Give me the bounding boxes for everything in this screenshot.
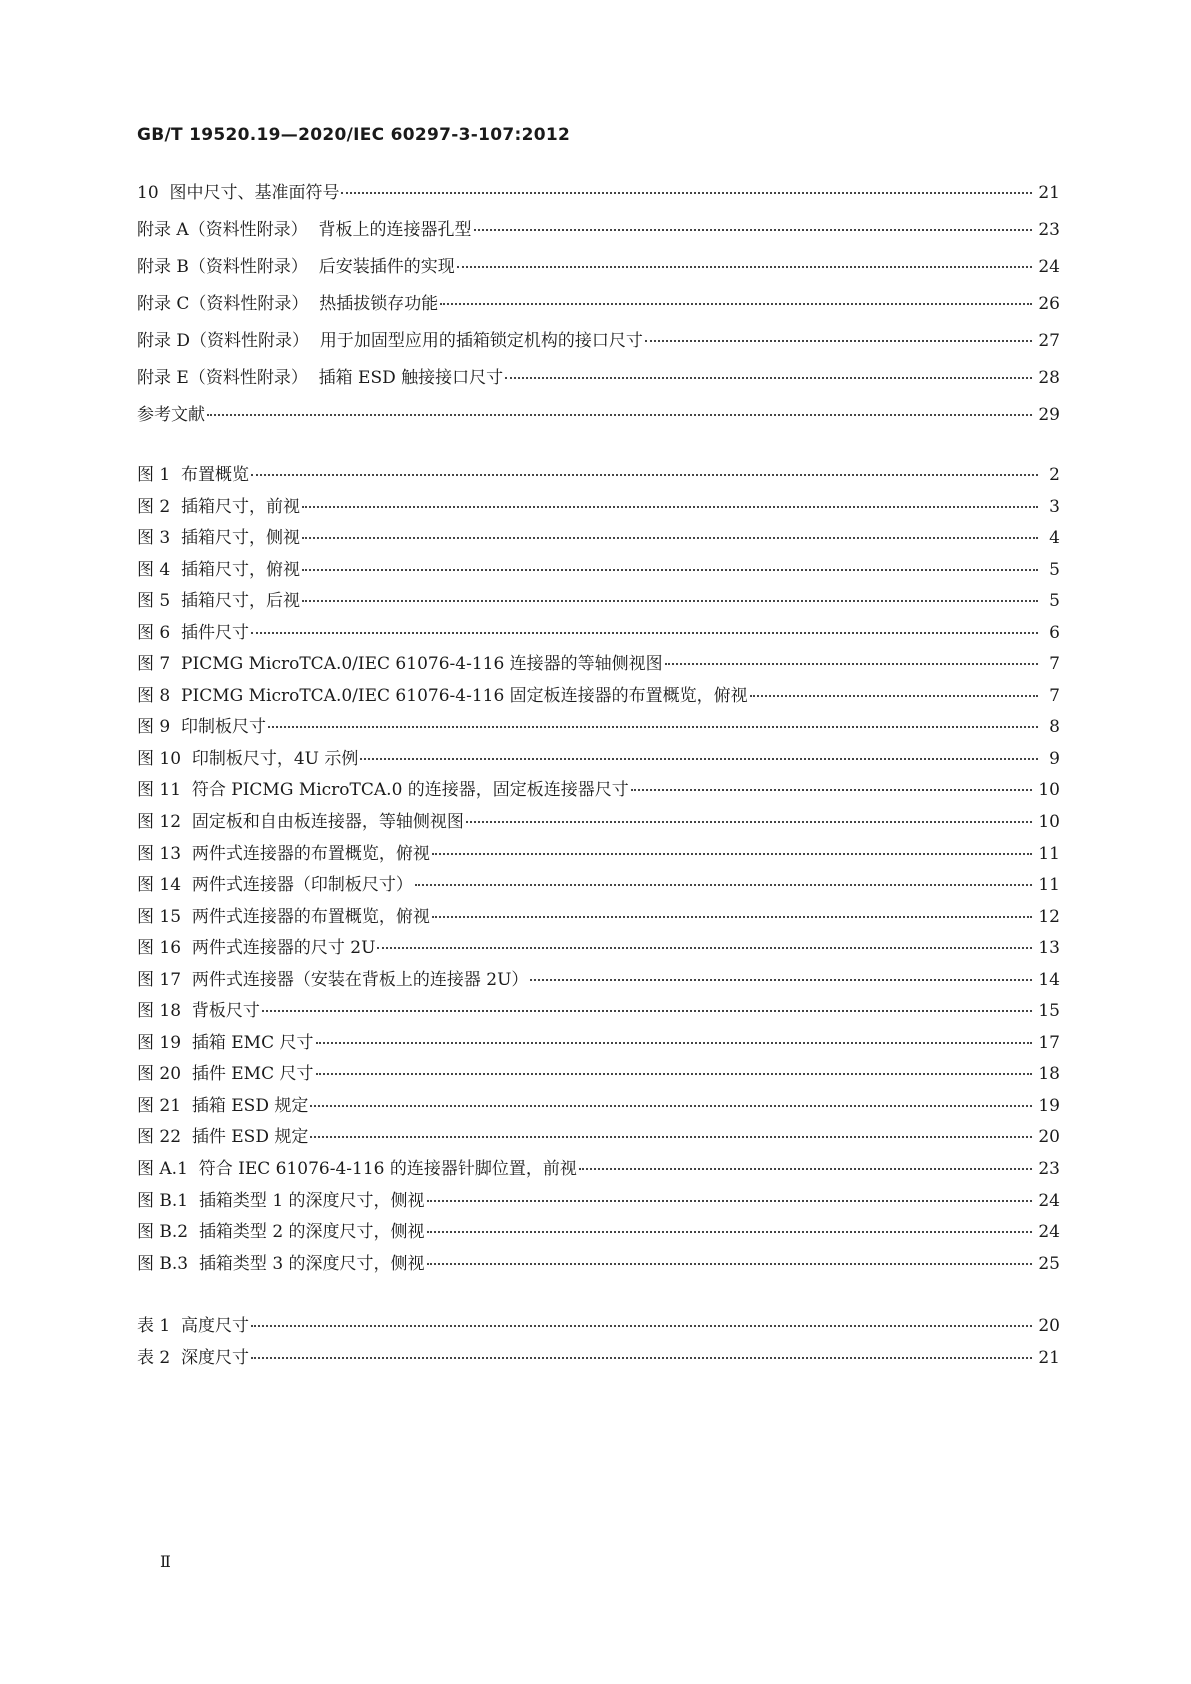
toc-entry-number: 10 — [137, 183, 159, 203]
toc-entry-number: 图 18 — [137, 1001, 182, 1022]
toc-entry-gap — [170, 623, 181, 643]
dot-leader — [251, 1325, 1032, 1327]
dot-leader — [316, 1073, 1033, 1075]
toc-entry[interactable] — [137, 1033, 1060, 1065]
dot-leader — [530, 979, 1032, 981]
dot-leader — [427, 1231, 1033, 1233]
dot-leader — [432, 916, 1033, 918]
dot-leader — [341, 192, 1032, 194]
toc-entry-page: 23 — [1038, 220, 1060, 240]
toc-entry-gap — [170, 654, 181, 674]
toc-entry-page: 5 — [1049, 591, 1060, 612]
dot-leader — [310, 1105, 1032, 1107]
toc-entry-title: 符合 IEC 61076-4-116 的连接器针脚位置，前视 — [198, 1159, 577, 1180]
toc-entry-number: 图 4 — [137, 559, 171, 580]
toc-entry-page: 9 — [1049, 748, 1060, 769]
toc-entry-number: 图 8 — [137, 685, 171, 706]
toc-entry-gap — [181, 1033, 192, 1053]
toc-entry[interactable] — [137, 331, 1060, 368]
toc-entry-page: 24 — [1038, 257, 1060, 277]
toc-entry[interactable] — [137, 528, 1060, 560]
toc-entry-page: 20 — [1038, 1316, 1060, 1336]
toc-entry-title: 插件 EMC 尺寸 — [191, 1064, 314, 1085]
dot-leader — [302, 537, 1038, 539]
toc-entry-gap — [308, 294, 319, 314]
toc-entry-title: 两件式连接器的布置概览，俯视 — [191, 906, 430, 927]
toc-entry-gap — [181, 812, 192, 832]
dot-leader — [316, 1042, 1033, 1044]
toc-entry-number: 图 14 — [137, 875, 182, 896]
toc-entry-number: 附录 C（资料性附录） — [137, 294, 309, 314]
toc-entry-title: PICMG MicroTCA.0/IEC 61076-4-116 连接器的等轴侧视图 — [181, 654, 663, 675]
toc-entry-gap — [170, 1316, 181, 1336]
toc-entry-title: 插箱尺寸，前视 — [181, 496, 301, 517]
toc-entry-title: 固定板和自由板连接器，等轴侧视图 — [191, 812, 464, 833]
dot-leader — [750, 695, 1038, 697]
toc-entry-gap — [170, 717, 181, 737]
toc-entry-title: 布置概览 — [181, 465, 250, 485]
toc-entry-title: 插箱尺寸，侧视 — [181, 528, 301, 549]
toc-entry-page: 10 — [1038, 780, 1060, 801]
toc-entry[interactable] — [137, 220, 1060, 257]
toc-entry-number: 表 2 — [137, 1347, 171, 1368]
toc-entry[interactable] — [137, 183, 1060, 220]
toc-entry-number: 图 9 — [137, 717, 171, 738]
toc-entry[interactable] — [137, 1127, 1060, 1159]
toc-entry[interactable] — [137, 368, 1060, 405]
toc-entry[interactable] — [137, 257, 1060, 294]
toc-entry[interactable] — [137, 497, 1060, 529]
toc-entry-number: 图 1 — [137, 465, 171, 485]
toc-entry-title: 高度尺寸 — [181, 1316, 250, 1336]
toc-entry-number: 图 5 — [137, 591, 171, 612]
toc-entry[interactable] — [137, 970, 1060, 1002]
toc-entry-page: 21 — [1038, 1347, 1060, 1368]
toc-entry-gap — [170, 1348, 181, 1368]
toc-entry-gap — [308, 368, 319, 388]
toc-entry-number: 图 B.2 — [137, 1222, 189, 1243]
dot-leader — [631, 789, 1033, 791]
toc-entry[interactable] — [137, 717, 1060, 749]
toc-entry[interactable] — [137, 591, 1060, 623]
toc-entry-page: 20 — [1038, 1127, 1060, 1148]
toc-entry-page: 11 — [1038, 875, 1060, 896]
toc-entry-number: 图 6 — [137, 622, 171, 643]
dot-leader — [645, 340, 1033, 342]
toc-section-tables — [137, 1316, 1060, 1379]
toc-entry-gap — [181, 1001, 192, 1021]
toc-entry-title: 插箱类型 2 的深度尺寸，侧视 — [198, 1222, 425, 1243]
toc-entry-number: 图 20 — [137, 1064, 182, 1085]
toc-entry[interactable] — [137, 780, 1060, 812]
toc-entry-page: 17 — [1038, 1032, 1060, 1053]
toc-entry-title: 用于加固型应用的插箱锁定机构的接口尺寸 — [319, 331, 643, 351]
toc-entry[interactable] — [137, 623, 1060, 655]
dot-leader — [251, 1357, 1032, 1359]
toc-entry-number: 表 1 — [137, 1316, 171, 1336]
toc-entry-title: 背板尺寸 — [191, 1001, 260, 1022]
toc-entry-title: 插件 ESD 规定 — [191, 1127, 309, 1148]
toc-entry-title: 背板上的连接器孔型 — [318, 220, 472, 240]
toc-entry-number: 图 7 — [137, 654, 171, 675]
dot-leader — [268, 726, 1038, 728]
toc-entry[interactable] — [137, 907, 1060, 939]
toc-entry-page: 3 — [1049, 496, 1060, 517]
dot-leader — [457, 266, 1033, 268]
toc-entry[interactable] — [137, 875, 1060, 907]
dot-leader — [251, 474, 1038, 476]
toc-entry-page: 6 — [1049, 622, 1060, 643]
toc-entry[interactable] — [137, 1159, 1060, 1191]
toc-entry-title: 插箱尺寸，俯视 — [181, 559, 301, 580]
toc-entry-page: 5 — [1049, 559, 1060, 580]
toc-entry-title: 插箱类型 3 的深度尺寸，侧视 — [198, 1253, 425, 1274]
toc-entry-page: 23 — [1038, 1159, 1060, 1180]
toc-entry-gap — [181, 1064, 192, 1084]
toc-entry-title: 热插拔锁存功能 — [319, 294, 439, 314]
toc-entry-number: 图 A.1 — [137, 1159, 188, 1180]
toc-entry[interactable] — [137, 294, 1060, 331]
toc-entry-number: 附录 E（资料性附录） — [137, 368, 308, 388]
toc-entry-gap — [170, 560, 181, 580]
toc-entry-gap — [188, 1191, 199, 1211]
toc-entry-gap — [181, 938, 192, 958]
toc-entry-title: 图中尺寸、基准面符号 — [169, 183, 340, 203]
toc-entry-gap — [181, 844, 192, 864]
toc-entry-number: 图 B.1 — [137, 1190, 189, 1211]
toc-entry-gap — [188, 1254, 199, 1274]
toc-entry[interactable] — [137, 1222, 1060, 1254]
dot-leader — [302, 600, 1038, 602]
toc-entry-page: 19 — [1038, 1095, 1060, 1116]
toc-entry-title: 两件式连接器的布置概览，俯视 — [191, 843, 430, 864]
toc-entry-title: 两件式连接器的尺寸 2U — [191, 938, 376, 959]
toc-entry-number: 图 22 — [137, 1127, 182, 1148]
toc-entry-number: 参考文献 — [137, 405, 205, 425]
toc-entry-page: 2 — [1049, 465, 1060, 485]
toc-entry-page: 25 — [1038, 1253, 1060, 1274]
toc-entry-page: 12 — [1038, 906, 1060, 927]
toc-entry-page: 7 — [1049, 685, 1060, 706]
toc-entry-title: 插箱 EMC 尺寸 — [191, 1032, 314, 1053]
dot-leader — [432, 853, 1033, 855]
dot-leader — [665, 663, 1038, 665]
toc-entry-page: 11 — [1038, 843, 1060, 864]
dot-leader — [251, 632, 1038, 634]
toc-entry-gap — [309, 331, 320, 351]
toc-entry[interactable] — [137, 405, 1060, 442]
toc-entry-gap — [308, 257, 319, 277]
toc-entry-gap — [308, 220, 319, 240]
toc-section-figures — [137, 465, 1060, 1285]
dot-leader — [440, 303, 1032, 305]
toc-entry-title: 符合 PICMG MicroTCA.0 的连接器，固定板连接器尺寸 — [191, 780, 629, 801]
standard-code: GB/T 19520.19—2020/IEC 60297-3-107:2012 — [137, 125, 571, 145]
toc-entry-gap — [170, 686, 181, 706]
toc-entry-number: 图 16 — [137, 938, 182, 959]
toc-entry-page: 15 — [1038, 1001, 1060, 1022]
toc-entry-gap — [159, 183, 170, 203]
toc-entry[interactable] — [137, 560, 1060, 592]
dot-leader — [310, 1136, 1032, 1138]
toc-entry[interactable] — [137, 1316, 1060, 1348]
toc-entry[interactable] — [137, 1348, 1060, 1380]
toc-entry[interactable] — [137, 844, 1060, 876]
toc-entry-title: 后安装插件的实现 — [318, 257, 455, 277]
toc-entry-number: 图 19 — [137, 1032, 182, 1053]
toc-entry-gap — [181, 970, 192, 990]
dot-leader — [377, 947, 1032, 949]
toc-entry-number: 图 10 — [137, 748, 182, 769]
toc-entry-page: 24 — [1038, 1190, 1060, 1211]
toc-entry-gap — [181, 1127, 192, 1147]
toc-entry-page: 18 — [1038, 1064, 1060, 1085]
toc-entry-number: 附录 B（资料性附录） — [137, 257, 308, 277]
dot-leader — [262, 1010, 1033, 1012]
toc-entry[interactable] — [137, 1254, 1060, 1286]
dot-leader — [474, 229, 1033, 231]
toc-entry-number: 图 2 — [137, 496, 171, 517]
toc-entry[interactable] — [137, 465, 1060, 497]
toc-entry[interactable] — [137, 1191, 1060, 1223]
dot-leader — [302, 569, 1038, 571]
toc-entry-title: PICMG MicroTCA.0/IEC 61076-4-116 固定板连接器的布置概览，俯视 — [181, 685, 748, 706]
toc-entry[interactable] — [137, 1001, 1060, 1033]
toc-entry-gap — [181, 749, 192, 769]
toc-entry-title: 印制板尺寸 — [181, 717, 267, 738]
toc-entry[interactable] — [137, 654, 1060, 686]
toc-entry[interactable] — [137, 686, 1060, 718]
dot-leader — [427, 1200, 1033, 1202]
toc-entry-page: 14 — [1038, 969, 1060, 990]
toc-entry-number: 图 3 — [137, 528, 171, 549]
toc-entry-page: 26 — [1038, 294, 1060, 314]
toc-entry-title: 插箱 ESD 规定 — [191, 1095, 309, 1116]
dot-leader — [415, 884, 1033, 886]
toc-entry-title: 插箱类型 1 的深度尺寸，侧视 — [198, 1190, 425, 1211]
toc-entry-title: 插箱尺寸，后视 — [181, 591, 301, 612]
toc-entry-gap — [181, 875, 192, 895]
toc-entry-page: 24 — [1038, 1222, 1060, 1243]
dot-leader — [579, 1168, 1032, 1170]
dot-leader — [466, 821, 1033, 823]
toc-entry-page: 7 — [1049, 654, 1060, 675]
toc-entry-title: 两件式连接器（安装在背板上的连接器 2U） — [191, 969, 529, 990]
toc-entry-number: 附录 D（资料性附录） — [137, 331, 310, 351]
toc-entry[interactable] — [137, 749, 1060, 781]
toc-entry-page: 8 — [1049, 717, 1060, 738]
toc-entry[interactable] — [137, 1064, 1060, 1096]
toc-entry-number: 图 B.3 — [137, 1253, 189, 1274]
toc-entry-gap — [181, 1096, 192, 1116]
page-number: Ⅱ — [160, 1552, 171, 1571]
dot-leader — [427, 1263, 1033, 1265]
dot-leader — [360, 758, 1038, 760]
toc-entry-number: 图 15 — [137, 906, 182, 927]
toc-entry[interactable] — [137, 938, 1060, 970]
page-header — [137, 125, 570, 145]
toc-entry[interactable] — [137, 812, 1060, 844]
toc-entry-number: 图 13 — [137, 843, 182, 864]
toc-entry-title: 插箱 ESD 触接接口尺寸 — [318, 368, 504, 388]
toc-entry-page: 28 — [1038, 368, 1060, 388]
toc-entry-gap — [188, 1222, 199, 1242]
toc-entry-gap — [170, 497, 181, 517]
toc-entry-number: 图 11 — [137, 780, 182, 801]
toc-entry[interactable] — [137, 1096, 1060, 1128]
toc-entry-number: 图 17 — [137, 969, 182, 990]
dot-leader — [302, 506, 1038, 508]
toc-entry-gap — [181, 780, 192, 800]
toc-entry-page: 29 — [1038, 405, 1060, 425]
toc-entry-title: 印制板尺寸，4U 示例 — [191, 748, 359, 769]
toc-entry-number: 附录 A（资料性附录） — [137, 220, 308, 240]
toc-entry-gap — [181, 907, 192, 927]
dot-leader — [207, 414, 1032, 416]
toc-entry-page: 13 — [1038, 938, 1060, 959]
toc-entry-gap — [188, 1159, 199, 1179]
toc-entry-page: 4 — [1049, 528, 1060, 549]
toc-entry-page: 10 — [1038, 812, 1060, 833]
dot-leader — [505, 377, 1032, 379]
toc-entry-page: 21 — [1038, 183, 1060, 203]
toc-entry-number: 图 12 — [137, 812, 182, 833]
toc-entry-gap — [170, 465, 181, 485]
toc-entry-page: 27 — [1038, 331, 1060, 351]
toc-entry-title: 插件尺寸 — [181, 622, 250, 643]
toc-entry-gap — [170, 528, 181, 548]
toc-entry-gap — [170, 591, 181, 611]
toc-section-contents — [137, 183, 1060, 442]
toc-entry-number: 图 21 — [137, 1095, 182, 1116]
toc-entry-title: 深度尺寸 — [181, 1347, 250, 1368]
toc-entry-title: 两件式连接器（印制板尺寸） — [191, 875, 413, 896]
